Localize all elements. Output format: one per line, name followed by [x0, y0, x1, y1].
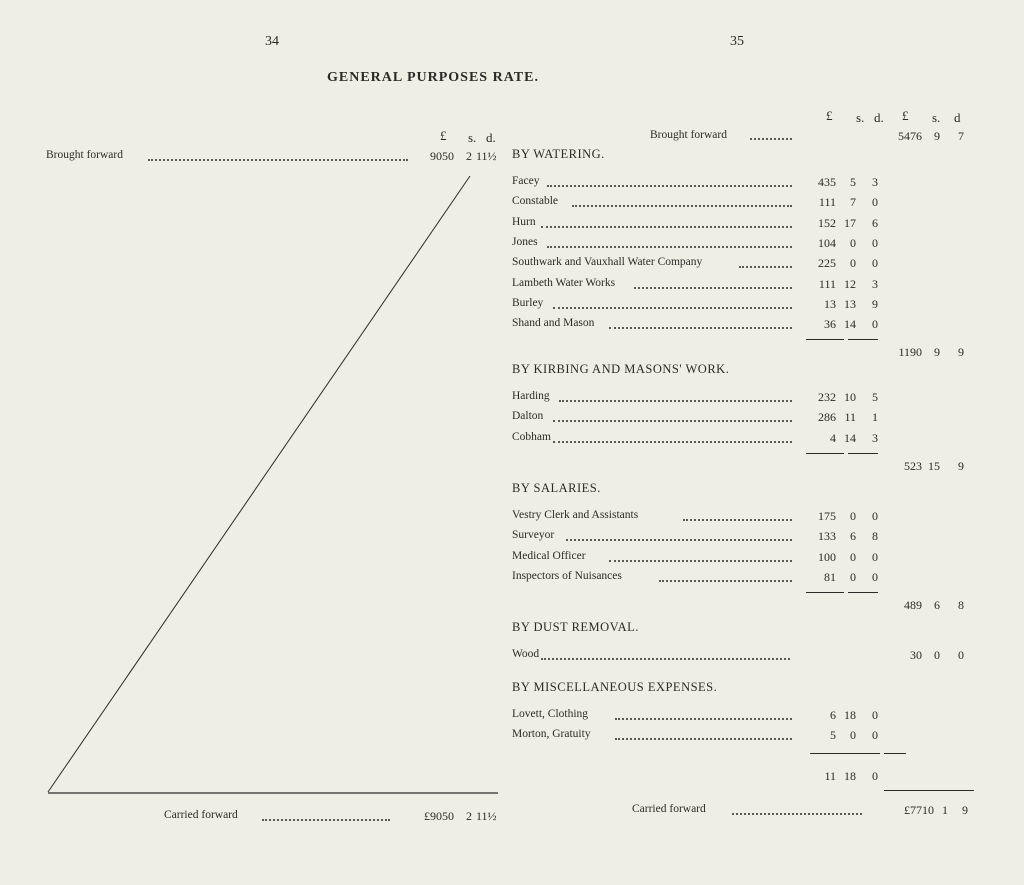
line-item-pence: 3: [872, 430, 878, 445]
section-total-shillings: 6: [934, 598, 940, 613]
line-item-name: Constable: [512, 195, 558, 208]
line-item-pence: 3: [872, 175, 878, 189]
line-item-pounds: 104: [818, 235, 836, 250]
line-item-pence: 0: [872, 509, 878, 523]
section-total-pence: 9: [958, 345, 964, 360]
right-header-pence-1: d.: [874, 110, 884, 125]
line-item-name: Burley: [512, 296, 544, 309]
total-rule: [806, 339, 844, 340]
section-total-pounds: 489: [904, 598, 922, 613]
leader-dots: [566, 539, 792, 541]
leader-dots: [553, 420, 792, 422]
subtotal-pence: 0: [872, 768, 878, 783]
section-heading: BY WATERING.: [512, 147, 605, 161]
subtotal-shillings: 18: [844, 768, 856, 783]
line-item-pounds: 81: [824, 569, 836, 584]
right-bf-shillings: 9: [934, 129, 940, 143]
right-header-shillings-2: s.: [932, 110, 941, 125]
line-item-pounds: 6: [830, 708, 836, 722]
line-item-shillings: 0: [850, 235, 856, 250]
right-carried-forward-label: Carried forward: [632, 803, 706, 815]
total-rule: [848, 339, 878, 340]
line-item-pence: 3: [872, 276, 878, 291]
line-item-shillings: 0: [934, 648, 940, 662]
left-header-pounds: £: [440, 128, 447, 143]
page-title: GENERAL PURPOSES RATE.: [327, 70, 539, 85]
line-item-shillings: 0: [850, 569, 856, 584]
section-total-pounds: 523: [904, 458, 922, 473]
line-item-pence: 0: [872, 317, 878, 332]
line-item-pence: 0: [872, 569, 878, 584]
line-item-pence: 0: [958, 648, 964, 662]
right-bf-pounds: 5476: [898, 129, 922, 143]
line-item-pence: 0: [872, 549, 878, 564]
section-heading: BY KIRBING AND MASONS' WORK.: [512, 362, 730, 376]
leader-dots: [541, 226, 792, 228]
line-item-pence: 0: [872, 708, 878, 722]
line-item-pounds: 225: [818, 256, 836, 271]
left-header-pence: d.: [486, 130, 496, 145]
left-bf-pounds: 9050: [430, 149, 454, 163]
line-item-pounds: 111: [818, 195, 836, 210]
left-cf-pence: 11½: [476, 809, 497, 823]
section-total-shillings: 9: [934, 345, 940, 360]
line-item-shillings: 12: [844, 276, 856, 291]
line-item-pence: 1: [872, 410, 878, 425]
line-item-name: Southwark and Vauxhall Water Company: [512, 256, 703, 269]
line-item-pence: 8: [872, 529, 878, 544]
leader-dots: [634, 287, 792, 289]
line-item-pence: 5: [872, 390, 878, 404]
final-total-rule: [884, 790, 974, 791]
leader-dots: [547, 246, 792, 248]
line-item-name: Wood: [512, 648, 540, 660]
line-item-shillings: 5: [850, 175, 856, 189]
line-item-shillings: 0: [850, 509, 856, 523]
left-cf-shillings: 2: [466, 809, 472, 823]
line-item-name: Facey: [512, 175, 540, 187]
line-item-name: Jones: [512, 235, 538, 248]
left-cf-pounds: £9050: [424, 809, 454, 823]
line-item-name: Medical Officer: [512, 549, 586, 562]
line-item-shillings: 0: [850, 549, 856, 564]
leader-dots: [739, 266, 792, 268]
line-item-pounds: 232: [818, 390, 836, 404]
line-item-shillings: 11: [844, 410, 856, 425]
line-item-pence: 0: [872, 728, 878, 743]
line-item-name: Cobham: [512, 430, 551, 443]
right-header-pounds-2: £: [902, 108, 909, 123]
line-item-shillings: 6: [850, 529, 856, 544]
line-item-pounds: 4: [830, 430, 836, 445]
line-item-pounds: 286: [818, 410, 836, 425]
line-item-name: Lambeth Water Works: [512, 276, 616, 289]
section-heading: BY MISCELLANEOUS EXPENSES.: [512, 680, 718, 694]
line-item-shillings: 0: [850, 256, 856, 271]
right-cf-pounds: £7710: [904, 803, 934, 817]
total-rule: [848, 453, 878, 454]
leader-dots: [683, 519, 792, 521]
total-rule: [806, 453, 844, 454]
leader-dots: [553, 441, 792, 443]
right-page-number: 35: [730, 34, 744, 49]
right-header-pounds-1: £: [826, 108, 833, 123]
line-item-pounds: 5: [830, 728, 836, 743]
line-item-name: Inspectors of Nuisances: [512, 569, 622, 582]
line-item-pence: 6: [872, 215, 878, 230]
right-bf-pence: 7: [958, 129, 964, 143]
line-item-name: Hurn: [512, 215, 536, 228]
line-item-pence: 0: [872, 256, 878, 271]
right-header-shillings-1: s.: [856, 110, 865, 125]
left-carried-forward-label: Carried forward: [164, 809, 238, 821]
subtotal-rule: [884, 753, 906, 754]
line-item-pounds: 175: [818, 509, 836, 523]
leader-dots: [732, 813, 862, 815]
leader-dots: [609, 327, 792, 329]
leader-dots: [615, 738, 792, 740]
right-header-pence-2: d: [954, 110, 961, 125]
left-page-number: 34: [265, 34, 279, 49]
section-total-pence: 8: [958, 598, 964, 613]
line-item-name: Harding: [512, 390, 550, 402]
leader-dots: [547, 185, 792, 187]
leader-dots: [559, 400, 792, 402]
section-total-shillings: 15: [928, 458, 940, 473]
left-bf-shillings: 2: [466, 149, 472, 163]
leader-dots: [615, 718, 792, 720]
leader-dots: [572, 205, 792, 207]
line-item-name: Shand and Mason: [512, 317, 595, 330]
total-rule: [806, 592, 844, 593]
section-heading: BY SALARIES.: [512, 481, 601, 495]
section-total-pence: 9: [958, 458, 964, 473]
leader-dots: [262, 819, 390, 821]
subtotal-rule: [810, 753, 880, 754]
line-item-name: Surveyor: [512, 529, 555, 542]
leader-dots: [553, 307, 792, 309]
line-item-shillings: 17: [844, 215, 856, 230]
line-item-pounds: 30: [910, 648, 922, 662]
line-item-pounds: 152: [818, 215, 836, 230]
subtotal-pounds: 11: [824, 768, 836, 783]
line-item-name: Dalton: [512, 410, 544, 423]
total-rule: [848, 592, 878, 593]
line-item-shillings: 14: [844, 317, 856, 332]
right-brought-forward-label: Brought forward: [650, 129, 727, 141]
right-cf-shillings: 1: [942, 803, 948, 817]
leader-dots: [750, 138, 792, 140]
line-item-name: Vestry Clerk and Assistants: [512, 509, 639, 521]
line-item-shillings: 18: [844, 708, 856, 722]
line-item-pounds: 133: [818, 529, 836, 544]
left-header-shillings: s.: [468, 130, 477, 145]
line-item-pounds: 36: [824, 317, 836, 332]
line-item-shillings: 0: [850, 728, 856, 743]
section-total-pounds: 1190: [898, 345, 922, 360]
line-item-shillings: 14: [844, 430, 856, 445]
line-item-shillings: 7: [850, 195, 856, 210]
left-brought-forward-label: Brought forward: [46, 149, 123, 161]
leader-dots: [609, 560, 792, 562]
line-item-pence: 0: [872, 235, 878, 250]
line-item-shillings: 13: [844, 296, 856, 311]
line-item-pounds: 100: [818, 549, 836, 564]
line-item-pence: 9: [872, 296, 878, 311]
section-heading: BY DUST REMOVAL.: [512, 620, 639, 634]
leader-dots: [659, 580, 792, 582]
left-bf-pence: 11½: [476, 149, 497, 163]
right-cf-pence: 9: [962, 803, 968, 817]
line-item-name: Morton, Gratuity: [512, 728, 591, 741]
line-item-shillings: 10: [844, 390, 856, 404]
line-item-pence: 0: [872, 195, 878, 210]
leader-dots: [541, 658, 790, 660]
line-item-pounds: 435: [818, 175, 836, 189]
line-item-name: Lovett, Clothing: [512, 708, 589, 720]
line-item-pounds: 13: [824, 296, 836, 311]
line-item-pounds: 111: [818, 276, 836, 291]
